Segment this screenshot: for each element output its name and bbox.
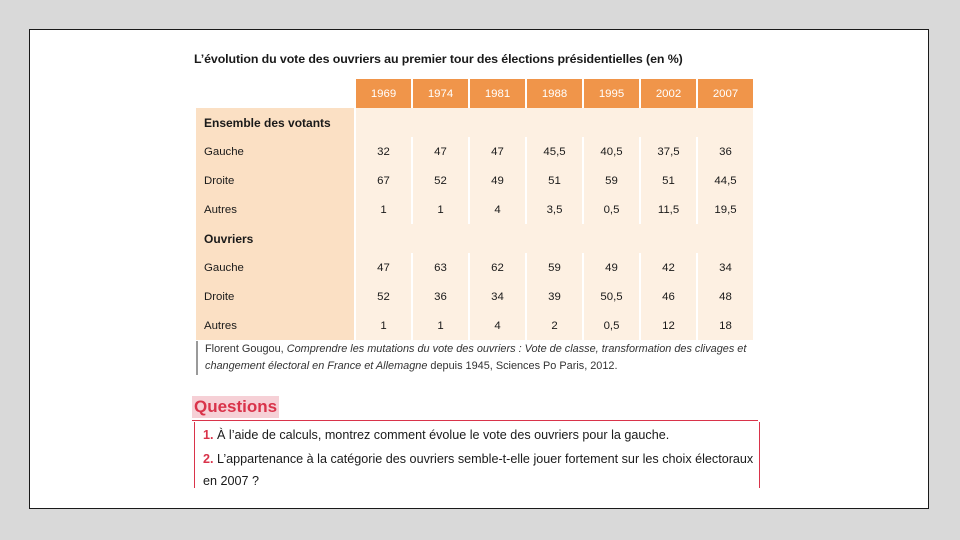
year-header: 1995 (584, 79, 639, 108)
table-cell: 4 (470, 195, 525, 224)
table-cell: 47 (413, 137, 468, 166)
table-cell: 36 (698, 137, 753, 166)
table-cell: 49 (584, 253, 639, 282)
table-row (196, 311, 753, 340)
table-cell: 42 (641, 253, 696, 282)
table-cell: 1 (356, 311, 411, 340)
table-cell: 48 (698, 282, 753, 311)
slide-frame (29, 29, 929, 509)
table-cell: 44,5 (698, 166, 753, 195)
table-cell: 4 (470, 311, 525, 340)
year-header: 2007 (698, 79, 753, 108)
table-row (196, 282, 753, 311)
table-cell: 62 (470, 253, 525, 282)
table-cell: 36 (413, 282, 468, 311)
row-label: Gauche (196, 137, 354, 166)
table-cell: 46 (641, 282, 696, 311)
table-row (196, 166, 753, 195)
question-item (203, 424, 669, 446)
source-author: Florent Gougou, (205, 343, 284, 355)
table-cell: 67 (356, 166, 411, 195)
table-cell: 18 (698, 311, 753, 340)
section-fill (356, 224, 753, 253)
table-cell: 32 (356, 137, 411, 166)
questions-box (194, 422, 760, 488)
table-row (196, 137, 753, 166)
section-row (196, 224, 753, 253)
row-label: Droite (196, 166, 354, 195)
header-corner (196, 79, 354, 108)
table-cell: 0,5 (584, 195, 639, 224)
table-cell: 3,5 (527, 195, 582, 224)
section-fill (356, 108, 753, 137)
table-cell: 34 (698, 253, 753, 282)
table-cell: 51 (527, 166, 582, 195)
table-cell: 12 (641, 311, 696, 340)
section-heading: Ensemble des votants (196, 108, 354, 137)
table-cell: 50,5 (584, 282, 639, 311)
section-row (196, 108, 753, 137)
question-text: L’appartenance à la catégorie des ouvriers semble-t-elle jouer fortement sur les choix électoraux en 2007 ? (203, 452, 754, 488)
questions-heading: Questions (194, 397, 278, 416)
table-cell: 1 (356, 195, 411, 224)
source-details: depuis 1945, Sciences Po Paris, 2012. (430, 360, 618, 372)
row-label: Gauche (196, 253, 354, 282)
table-title: L’évolution du vote des ouvriers au premier tour des élections présidentielles (en %) (194, 52, 683, 66)
table-cell: 40,5 (584, 137, 639, 166)
table-cell: 47 (356, 253, 411, 282)
table-cell: 19,5 (698, 195, 753, 224)
table-row (196, 253, 753, 282)
table-cell: 52 (356, 282, 411, 311)
table-cell: 63 (413, 253, 468, 282)
vote-table (194, 79, 755, 340)
row-label: Droite (196, 282, 354, 311)
table-cell: 51 (641, 166, 696, 195)
table-cell: 11,5 (641, 195, 696, 224)
year-header: 1969 (356, 79, 411, 108)
question-number: 2. (203, 452, 214, 466)
table-cell: 52 (413, 166, 468, 195)
table-cell: 2 (527, 311, 582, 340)
table-cell: 39 (527, 282, 582, 311)
row-label: Autres (196, 311, 354, 340)
table-cell: 45,5 (527, 137, 582, 166)
year-header: 1988 (527, 79, 582, 108)
section-heading: Ouvriers (196, 224, 354, 253)
source-book-title: Comprendre les mutations du vote des ouvriers : Vote de classe, transformation des clivages et changement électoral en France et Allemagne (205, 343, 747, 372)
year-header-row (196, 79, 753, 108)
source-citation (196, 341, 777, 375)
year-header: 1981 (470, 79, 525, 108)
table-row (196, 195, 753, 224)
question-text: À l’aide de calculs, montrez comment évolue le vote des ouvriers pour la gauche. (217, 428, 670, 442)
year-header: 1974 (413, 79, 468, 108)
table-cell: 1 (413, 195, 468, 224)
table-cell: 0,5 (584, 311, 639, 340)
table-cell: 49 (470, 166, 525, 195)
table-cell: 47 (470, 137, 525, 166)
table-cell: 37,5 (641, 137, 696, 166)
question-item (203, 448, 755, 488)
row-label: Autres (196, 195, 354, 224)
table-cell: 59 (584, 166, 639, 195)
table-cell: 34 (470, 282, 525, 311)
table-cell: 59 (527, 253, 582, 282)
document-page (182, 46, 784, 488)
questions-header (192, 396, 758, 421)
year-header: 2002 (641, 79, 696, 108)
table-cell: 1 (413, 311, 468, 340)
question-number: 1. (203, 428, 214, 442)
